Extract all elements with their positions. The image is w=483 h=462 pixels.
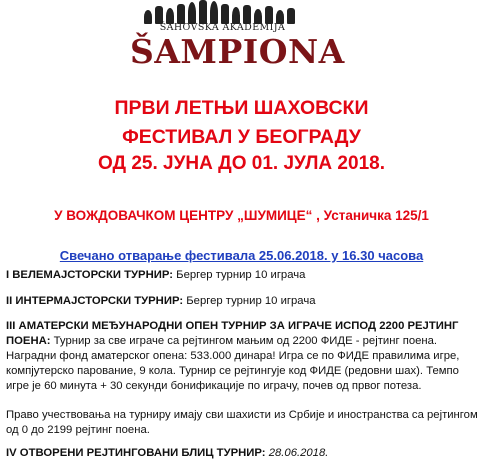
festival-dates: ОД 25. ЈУНА ДО 01. ЈУЛА 2018. bbox=[98, 153, 385, 174]
tournament-4-label: IV ОТВОРЕНИ РЕЈТИНГОВАНИ БЛИЦ ТУРНИР: bbox=[6, 447, 266, 459]
tournament-1 bbox=[6, 268, 478, 283]
tournament-2-text: Бергер турнир 10 играча bbox=[183, 295, 316, 307]
tournament-1-label: I ВЕЛЕМАЈСТОРСКИ ТУРНИР: bbox=[6, 269, 174, 281]
tournament-3-text: Турнир за све играче са рејтингом мањим од 2200 ФИДЕ - рејтинг поена. Наградни фонд аматерског опена: 533.000 динара! Игра се по ФИДЕ правилима игре, компјутерско парование, 9 кола. Турнир се рејтингује код ФИДЕ (редовни шах). Темпо игре је 60 минута + 30 секунди бонификације по играчу, почев од првог потеза. bbox=[6, 335, 460, 392]
tournament-4 bbox=[6, 446, 478, 461]
logo-subtitle: ŠAHOVSKA AKADEMIJA bbox=[159, 22, 286, 33]
academy-logo bbox=[130, 0, 345, 74]
tournament-1-text: Бергер турнир 10 играча bbox=[173, 269, 306, 281]
title-line-2: ФЕСТИВАЛ У БЕОГРАДУ bbox=[122, 126, 361, 148]
opening-ceremony: Свечано отварање фестивала 25.06.2018. у 16.30 часова bbox=[59, 248, 424, 263]
logo-name: ŠAMPIONA bbox=[130, 32, 345, 71]
tournament-2 bbox=[6, 294, 478, 309]
tournament-2-label: II ИНТЕРМАЈСТОРСКИ ТУРНИР: bbox=[6, 295, 184, 307]
chess-pieces-icon bbox=[144, 0, 314, 24]
tournament-3-label: III АМАТЕРСКИ МЕЂУНАРОДНИ ОПЕН ТУРНИР ЗА ИГРАЧЕ ИСПОД 2200 РЕЈТИНГ ПОЕНА: bbox=[6, 320, 459, 347]
tournament-4-date: 28.06.2018. bbox=[265, 447, 329, 459]
venue: У ВОЖДОВАЧКОМ ЦЕНТРУ „ШУМИЦЕ“ , Устаничка 125/1 bbox=[54, 208, 429, 223]
tournament-3 bbox=[6, 319, 478, 394]
title-line-1: ПРВИ ЛЕТЊИ ШАХОВСКИ bbox=[114, 97, 369, 119]
eligibility: Право учествовања на турниру имају сви шахисти из Србије и иностранства са рејтингом од 0 до 2199 рејтинг поена. bbox=[6, 409, 478, 436]
